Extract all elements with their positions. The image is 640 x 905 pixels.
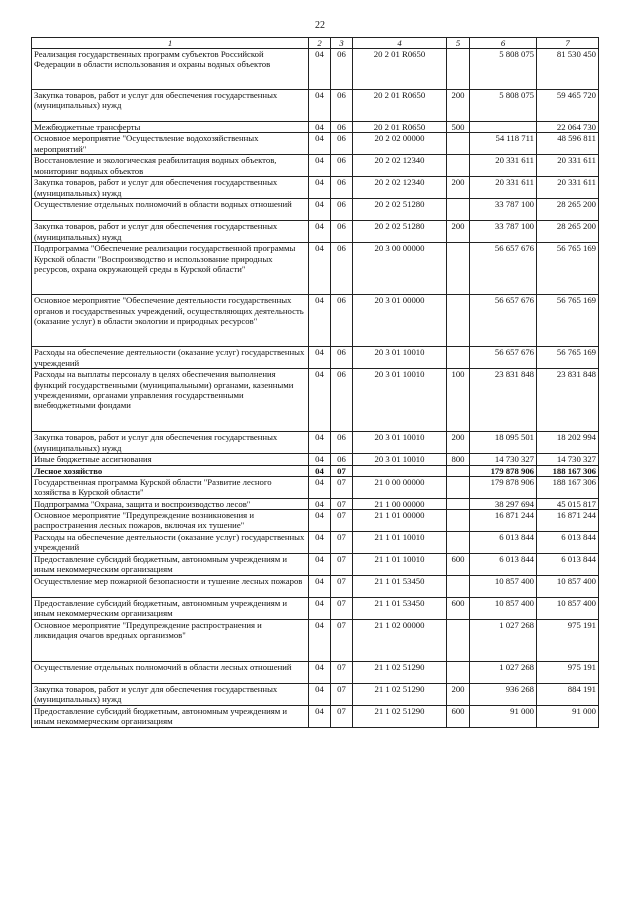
table-row [32, 177, 599, 199]
row-expense-type [447, 347, 470, 369]
row-section: 04 [309, 662, 331, 684]
table-row [32, 454, 599, 465]
row-amount-1: 16 871 244 [470, 510, 537, 532]
row-amount-1: 6 013 844 [470, 532, 537, 554]
header-col-4: 4 [353, 38, 447, 49]
row-amount-2: 975 191 [537, 620, 599, 662]
row-target-code: 21 1 02 00000 [353, 620, 447, 662]
table-row [32, 510, 599, 532]
row-amount-1: 20 331 611 [470, 177, 537, 199]
row-name: Закупка товаров, работ и услуг для обеспечения государственных (муниципальных) нужд [32, 684, 309, 706]
row-section: 04 [309, 598, 331, 620]
row-amount-2: 188 167 306 [537, 465, 599, 476]
row-section: 04 [309, 498, 331, 509]
row-section: 04 [309, 199, 331, 221]
row-name: Предоставление субсидий бюджетным, автономным учреждениям и иным некоммерческим организациям [32, 554, 309, 576]
table-row [32, 706, 599, 728]
row-target-code: 21 1 01 00000 [353, 510, 447, 532]
row-subsection: 07 [331, 706, 353, 728]
row-subsection: 06 [331, 432, 353, 454]
row-amount-1: 23 831 848 [470, 369, 537, 432]
row-target-code: 20 2 02 12340 [353, 155, 447, 177]
row-expense-type [447, 295, 470, 347]
table-row [32, 620, 599, 662]
row-amount-2: 188 167 306 [537, 476, 599, 498]
row-target-code: 20 3 00 00000 [353, 243, 447, 295]
table-row [32, 498, 599, 509]
table-row [32, 347, 599, 369]
row-name: Лесное хозяйство [32, 465, 309, 476]
row-target-code: 20 2 01 R0650 [353, 49, 447, 90]
row-amount-2: 91 000 [537, 706, 599, 728]
table-row [32, 576, 599, 598]
row-name: Основное мероприятие "Осуществление водохозяйственных мероприятий" [32, 133, 309, 155]
row-amount-2: 6 013 844 [537, 532, 599, 554]
row-amount-2: 56 765 169 [537, 243, 599, 295]
table-row [32, 295, 599, 347]
row-expense-type [447, 155, 470, 177]
row-expense-type: 200 [447, 221, 470, 243]
row-target-code: 21 1 01 53450 [353, 598, 447, 620]
row-expense-type [447, 576, 470, 598]
row-subsection: 06 [331, 369, 353, 432]
row-subsection: 07 [331, 465, 353, 476]
row-amount-2: 975 191 [537, 662, 599, 684]
table-row [32, 684, 599, 706]
row-amount-1: 5 808 075 [470, 49, 537, 90]
row-subsection: 06 [331, 49, 353, 90]
row-amount-2: 28 265 200 [537, 221, 599, 243]
table-row [32, 662, 599, 684]
row-amount-1: 10 857 400 [470, 576, 537, 598]
row-name: Предоставление субсидий бюджетным, автономным учреждениям и иным некоммерческим организациям [32, 706, 309, 728]
row-expense-type [447, 510, 470, 532]
budget-table [31, 37, 599, 728]
row-subsection: 07 [331, 554, 353, 576]
row-amount-2: 56 765 169 [537, 295, 599, 347]
row-expense-type [447, 662, 470, 684]
row-amount-2: 16 871 244 [537, 510, 599, 532]
table-row [32, 465, 599, 476]
row-amount-1: 14 730 327 [470, 454, 537, 465]
row-name: Подпрограмма "Обеспечение реализации государственной программы Курской области "Воспроизводство и использование природных ресурсов, охрана окружающей среды в Курской области" [32, 243, 309, 295]
table-row [32, 221, 599, 243]
row-expense-type: 100 [447, 369, 470, 432]
table-row [32, 122, 599, 133]
row-amount-1: 33 787 100 [470, 199, 537, 221]
row-name: Осуществление мер пожарной безопасности и тушение лесных пожаров [32, 576, 309, 598]
row-subsection: 06 [331, 243, 353, 295]
row-amount-1: 54 118 711 [470, 133, 537, 155]
row-amount-1: 18 095 501 [470, 432, 537, 454]
row-subsection: 06 [331, 295, 353, 347]
row-subsection: 07 [331, 620, 353, 662]
row-amount-1: 10 857 400 [470, 598, 537, 620]
row-name: Расходы на обеспечение деятельности (оказание услуг) государственных учреждений [32, 532, 309, 554]
row-subsection: 06 [331, 199, 353, 221]
row-name: Реализация государственных программ субъектов Российской Федерации в области использования и охраны водных объектов [32, 49, 309, 90]
row-name: Осуществление отдельных полномочий в области водных отношений [32, 199, 309, 221]
row-target-code: 21 1 01 10010 [353, 554, 447, 576]
row-section: 04 [309, 554, 331, 576]
row-subsection: 06 [331, 454, 353, 465]
table-row [32, 598, 599, 620]
row-name: Закупка товаров, работ и услуг для обеспечения государственных (муниципальных) нужд [32, 90, 309, 122]
table-row [32, 155, 599, 177]
row-subsection: 07 [331, 576, 353, 598]
row-section: 04 [309, 122, 331, 133]
row-name: Основное мероприятие "Обеспечение деятельности государственных органов и государственных учреждений, осуществляющих деятельность (оказание услуг) в области экологии и природных ресурсов" [32, 295, 309, 347]
row-subsection: 07 [331, 662, 353, 684]
row-amount-2: 14 730 327 [537, 454, 599, 465]
table-row [32, 90, 599, 122]
row-amount-2: 23 831 848 [537, 369, 599, 432]
row-name: Восстановление и экологическая реабилитация водных объектов, мониторинг водных объектов [32, 155, 309, 177]
row-amount-2: 6 013 844 [537, 554, 599, 576]
row-amount-2: 81 530 450 [537, 49, 599, 90]
row-section: 04 [309, 510, 331, 532]
header-col-3: 3 [331, 38, 353, 49]
row-amount-1: 6 013 844 [470, 554, 537, 576]
row-target-code: 20 3 01 10010 [353, 369, 447, 432]
row-section: 04 [309, 620, 331, 662]
row-section: 04 [309, 465, 331, 476]
row-section: 04 [309, 295, 331, 347]
row-expense-type [447, 532, 470, 554]
row-subsection: 06 [331, 122, 353, 133]
row-expense-type [447, 49, 470, 90]
page-number: 22 [315, 20, 325, 31]
row-section: 04 [309, 243, 331, 295]
row-target-code: 20 3 01 10010 [353, 454, 447, 465]
row-amount-2: 22 064 730 [537, 122, 599, 133]
row-expense-type: 200 [447, 90, 470, 122]
row-section: 04 [309, 221, 331, 243]
row-subsection: 07 [331, 532, 353, 554]
row-name: Иные бюджетные ассигнования [32, 454, 309, 465]
table-row [32, 369, 599, 432]
row-name: Государственная программа Курской области "Развитие лесного хозяйства в Курской области" [32, 476, 309, 498]
row-expense-type: 800 [447, 454, 470, 465]
row-subsection: 07 [331, 498, 353, 509]
row-amount-1: 91 000 [470, 706, 537, 728]
row-section: 04 [309, 90, 331, 122]
row-name: Осуществление отдельных полномочий в области лесных отношений [32, 662, 309, 684]
row-section: 04 [309, 369, 331, 432]
table-row [32, 532, 599, 554]
header-col-1: 1 [32, 38, 309, 49]
row-expense-type: 600 [447, 598, 470, 620]
row-name: Подпрограмма "Охрана, защита и воспроизводство лесов" [32, 498, 309, 509]
row-target-code: 20 3 01 10010 [353, 347, 447, 369]
row-amount-1: 179 878 906 [470, 465, 537, 476]
row-amount-1: 33 787 100 [470, 221, 537, 243]
row-amount-2: 20 331 611 [537, 155, 599, 177]
row-amount-2: 28 265 200 [537, 199, 599, 221]
row-expense-type [447, 133, 470, 155]
row-name: Основное мероприятие "Предупреждение возникновения и распространения лесных пожаров, включая их тушение" [32, 510, 309, 532]
row-name: Закупка товаров, работ и услуг для обеспечения государственных (муниципальных) нужд [32, 221, 309, 243]
row-subsection: 06 [331, 347, 353, 369]
table-row [32, 133, 599, 155]
row-section: 04 [309, 347, 331, 369]
table-header-row [32, 38, 599, 49]
row-section: 04 [309, 476, 331, 498]
row-section: 04 [309, 432, 331, 454]
row-amount-2: 10 857 400 [537, 598, 599, 620]
table-body [32, 49, 599, 728]
row-expense-type [447, 465, 470, 476]
row-amount-1 [470, 122, 537, 133]
row-target-code: 21 1 02 51290 [353, 684, 447, 706]
row-expense-type: 600 [447, 554, 470, 576]
row-subsection: 07 [331, 684, 353, 706]
header-col-6: 6 [470, 38, 537, 49]
row-target-code: 20 2 01 R0650 [353, 122, 447, 133]
row-amount-1: 1 027 268 [470, 662, 537, 684]
row-subsection: 07 [331, 598, 353, 620]
row-subsection: 07 [331, 476, 353, 498]
row-name: Закупка товаров, работ и услуг для обеспечения государственных (муниципальных) нужд [32, 432, 309, 454]
row-target-code: 20 2 02 51280 [353, 199, 447, 221]
row-name: Основное мероприятие "Предупреждение распространения и ликвидация очагов вредных организмов" [32, 620, 309, 662]
row-name: Межбюджетные трансферты [32, 122, 309, 133]
row-target-code: 21 0 00 00000 [353, 476, 447, 498]
row-target-code: 20 2 02 00000 [353, 133, 447, 155]
row-expense-type [447, 199, 470, 221]
row-amount-1: 56 657 676 [470, 295, 537, 347]
row-name: Расходы на выплаты персоналу в целях обеспечения выполнения функций государственными (муниципальными) органами, казенными учреждениями, органами управления государственными внебюджетными фондами [32, 369, 309, 432]
row-target-code: 21 1 02 51290 [353, 706, 447, 728]
row-amount-2: 45 015 817 [537, 498, 599, 509]
row-amount-2: 884 191 [537, 684, 599, 706]
row-section: 04 [309, 454, 331, 465]
row-expense-type: 600 [447, 706, 470, 728]
row-amount-2: 18 202 994 [537, 432, 599, 454]
row-amount-2: 59 465 720 [537, 90, 599, 122]
row-target-code: 20 3 01 00000 [353, 295, 447, 347]
row-amount-1: 20 331 611 [470, 155, 537, 177]
row-target-code: 20 3 01 10010 [353, 432, 447, 454]
row-subsection: 06 [331, 221, 353, 243]
row-expense-type [447, 620, 470, 662]
row-expense-type: 200 [447, 432, 470, 454]
row-name: Предоставление субсидий бюджетным, автономным учреждениям и иным некоммерческим организациям [32, 598, 309, 620]
row-target-code: 21 1 01 10010 [353, 532, 447, 554]
row-expense-type [447, 476, 470, 498]
row-target-code: 20 2 02 12340 [353, 177, 447, 199]
header-col-2: 2 [309, 38, 331, 49]
row-target-code: 21 1 02 51290 [353, 662, 447, 684]
row-amount-1: 1 027 268 [470, 620, 537, 662]
row-amount-2: 56 765 169 [537, 347, 599, 369]
row-subsection: 06 [331, 155, 353, 177]
row-section: 04 [309, 177, 331, 199]
row-amount-2: 10 857 400 [537, 576, 599, 598]
table-row [32, 243, 599, 295]
row-target-code [353, 465, 447, 476]
header-col-5: 5 [447, 38, 470, 49]
table-row [32, 432, 599, 454]
row-section: 04 [309, 133, 331, 155]
row-name: Расходы на обеспечение деятельности (оказание услуг) государственных учреждений [32, 347, 309, 369]
header-col-7: 7 [537, 38, 599, 49]
row-amount-1: 56 657 676 [470, 347, 537, 369]
row-name: Закупка товаров, работ и услуг для обеспечения государственных (муниципальных) нужд [32, 177, 309, 199]
table-row [32, 476, 599, 498]
row-section: 04 [309, 684, 331, 706]
row-section: 04 [309, 155, 331, 177]
row-amount-1: 5 808 075 [470, 90, 537, 122]
row-target-code: 20 2 01 R0650 [353, 90, 447, 122]
row-expense-type [447, 498, 470, 509]
row-amount-2: 20 331 611 [537, 177, 599, 199]
row-section: 04 [309, 532, 331, 554]
row-subsection: 06 [331, 177, 353, 199]
row-subsection: 06 [331, 133, 353, 155]
row-target-code: 21 1 01 53450 [353, 576, 447, 598]
table-row [32, 199, 599, 221]
row-expense-type: 200 [447, 177, 470, 199]
table-row [32, 554, 599, 576]
row-amount-1: 936 268 [470, 684, 537, 706]
row-subsection: 07 [331, 510, 353, 532]
row-section: 04 [309, 49, 331, 90]
row-subsection: 06 [331, 90, 353, 122]
row-amount-1: 179 878 906 [470, 476, 537, 498]
row-target-code: 21 1 00 00000 [353, 498, 447, 509]
row-amount-1: 38 297 694 [470, 498, 537, 509]
row-amount-2: 48 596 811 [537, 133, 599, 155]
row-expense-type [447, 243, 470, 295]
row-expense-type: 500 [447, 122, 470, 133]
row-expense-type: 200 [447, 684, 470, 706]
row-target-code: 20 2 02 51280 [353, 221, 447, 243]
row-section: 04 [309, 576, 331, 598]
row-amount-1: 56 657 676 [470, 243, 537, 295]
table-row [32, 49, 599, 90]
row-section: 04 [309, 706, 331, 728]
